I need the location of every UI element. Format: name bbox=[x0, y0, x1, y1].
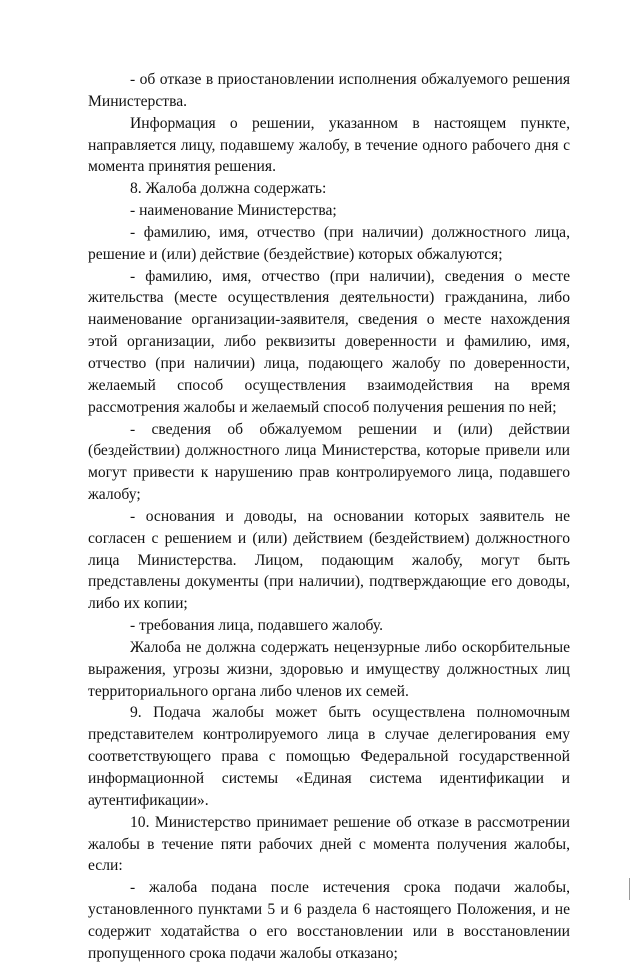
paragraph-item-8-heading: 8. Жалоба должна содержать: bbox=[130, 180, 327, 198]
paragraph-no-obscenity: Жалоба не должна содержать нецензурные либо оскорбительные выражения, угрозы жизни, здоровью и имуществу должностных лиц территориального органа либо членов их семей. bbox=[88, 638, 570, 700]
paragraph-applicant-details: - фамилию, имя, отчество (при наличии), сведения о месте жительства (месте осуществления деятельности) гражданина, либо наименование организации-заявителя, сведения о месте нахождения этой организации, либо реквизиты доверенности и фамилию, имя, отчество (при наличии) лица, подающего жалобу по доверенности, желаемый способ осуществления взаимодействия на время рассмотрения жалобы и желаемый способ получения решения по ней; bbox=[88, 267, 570, 416]
paragraph-item-10: 10. Министерство принимает решение об отказе в рассмотрении жалобы в течение пяти рабочих дней с момента получения жалобы, если: bbox=[88, 813, 570, 875]
paragraph-refusal-suspension: - об отказе в приостановлении исполнения обжалуемого решения Министерства. bbox=[88, 71, 570, 110]
document-body bbox=[88, 69, 570, 965]
paragraph-grounds: - основания и доводы, на основании которых заявитель не согласен с решением и (или) действием (бездействием) должностного лица Министерства. Лицом, подающим жалобу, могут быть представлены документы (при наличии), подтверждающие его доводы, либо их копии; bbox=[88, 507, 570, 613]
paragraph-decision-notice: Информация о решении, указанном в настоящем пункте, направляется лицу, подавшему жалобу, в течение одного рабочего дня с момента принятия решения. bbox=[88, 114, 570, 176]
paragraph-item-9: 9. Подача жалобы может быть осуществлена полномочным представителем контролируемого лица в случае делегирования ему соответствующего права с помощью Федеральной государственной информационной системы «Единая система идентификации и аутентификации». bbox=[88, 704, 570, 809]
scan-edge-mark bbox=[629, 878, 630, 900]
paragraph-ministry-name: - наименование Министерства; bbox=[130, 202, 337, 220]
paragraph-requirements: - требования лица, подавшего жалобу. bbox=[130, 617, 384, 635]
paragraph-appealed-decision: - сведения об обжалуемом решении и (или) действии (бездействии) должностного лица Министерства, которые привели или могут привести к нарушению прав контролируемого лица, подавшего жалобу; bbox=[88, 420, 570, 504]
paragraph-deadline-missed: - жалоба подана после истечения срока подачи жалобы, установленного пунктами 5 и 6 раздела 6 настоящего Положения, и не содержит ходатайства о его восстановлении или в восстановлении пропущенного срока подачи жалобы отказано; bbox=[88, 879, 570, 962]
paragraph-official-name: - фамилию, имя, отчество (при наличии) должностного лица, решение и (или) действие (бездействие) которых обжалуются; bbox=[88, 223, 570, 263]
